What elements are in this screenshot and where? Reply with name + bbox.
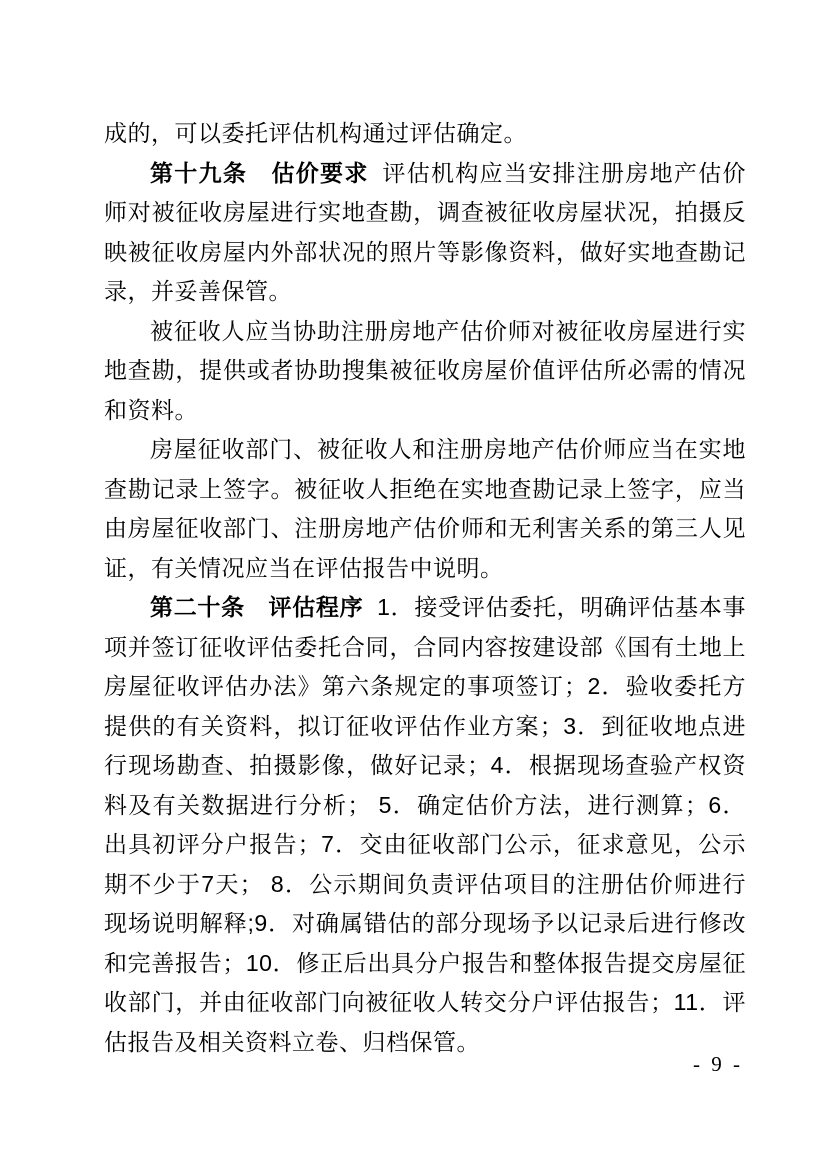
paragraph-continuation [104,114,746,154]
paragraph-article-19 [104,154,746,312]
paragraph-text: 被征收人应当协助注册房地产估价师对被征收房屋进行实地查勘，提供或者协助搜集被征收房屋价值评估所必需的情况和资料。 [104,317,746,423]
paragraph-text: 房屋征收部门、被征收人和注册房地产估价师应当在实地查勘记录上签字。被征收人拒绝在实地查勘记录上签字，应当由房屋征收部门、注册房地产估价师和无利害关系的第三人见证，有关情况应当在评估报告中说明。 [104,436,746,581]
document-body [104,114,746,1062]
paragraph-signature-clause [104,430,746,588]
article-19-heading: 第十九条 估价要求 [150,159,369,186]
paragraph-article-20 [104,588,746,1062]
paragraph-text: 评估机构应当安排注册房地产估价师对被征收房屋进行实地查勘，调查被征收房屋状况，拍摄反映被征收房屋内外部状况的照片等影像资料，做好实地查勘记录，并妥善保管。 [104,159,747,304]
paragraph-text: 1．接受评估委托，明确评估基本事项并签订征收评估委托合同，合同内容按建设部《国有土地上房屋征收评估办法》第六条规定的事项签订；2．验收委托方提供的有关资料，拟订征收评估作业方案；3．到征收地点进行现场勘查、拍摄影像，做好记录；4．根据现场查验产权资料及有关数据进行分析； 5．确定估价方法，进行测算；6．出具初评分户报告；7．交由征收部门公示，征求意见，公示期不少于7天； 8．公示期间负责评估项目的注册估价师进行现场说明解释;9．对确属错估的部分现场予以记录后进行修改和完善报告；10．修正后出具分户报告和整体报告提交房屋征收部门，并由征收部门向被征收人转交分户评估报告；11．评估报告及相关资料立卷、归档保管。 [104,594,746,1055]
article-20-heading: 第二十条 评估程序 [150,594,364,620]
paragraph-text: 成的，可以委托评估机构通过评估确定。 [104,120,527,146]
paragraph-assist-clause [104,312,746,431]
page-number: - 9 - [693,1052,743,1076]
